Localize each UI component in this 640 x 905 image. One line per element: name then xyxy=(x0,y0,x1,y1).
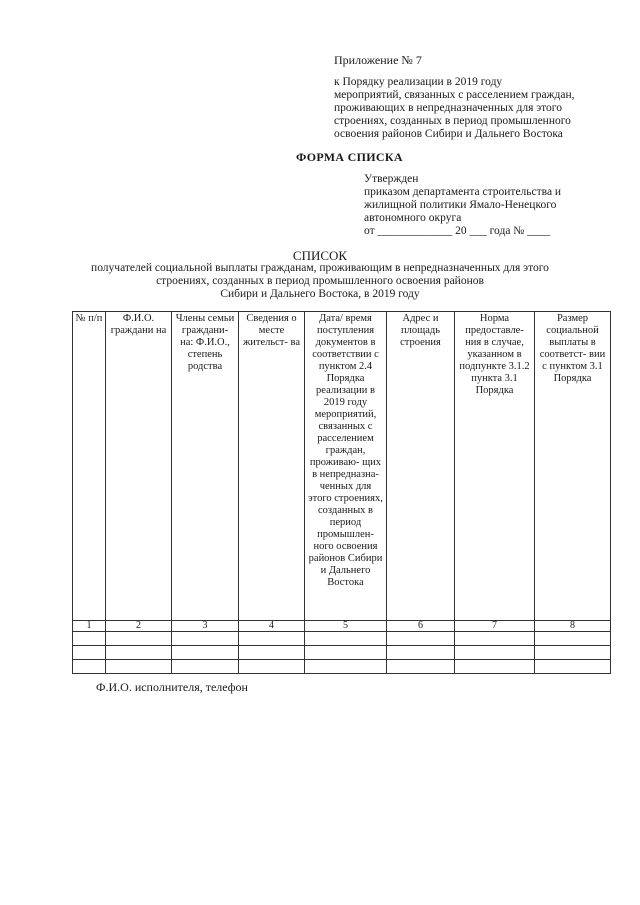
header-cell: Сведения о месте жительст- ва xyxy=(239,312,305,621)
column-number: 3 xyxy=(172,621,239,632)
appendix-line: освоения районов Сибири и Дальнего Востока xyxy=(334,128,563,140)
executor-line: Ф.И.О. исполнителя, телефон xyxy=(96,680,248,694)
column-number: 5 xyxy=(305,621,387,632)
header-cell: Ф.И.О. граждани на xyxy=(106,312,172,621)
table-cell xyxy=(172,632,239,646)
list-subtitle-line: Сибири и Дальнего Востока, в 2019 году xyxy=(220,288,420,300)
column-number: 4 xyxy=(239,621,305,632)
column-number: 7 xyxy=(455,621,535,632)
table-cell xyxy=(387,660,455,674)
table-cell xyxy=(239,632,305,646)
approval-line: автономного округа xyxy=(364,212,462,224)
approval-line: от _____________ 20 ___ года № ____ xyxy=(364,225,551,237)
table-cell xyxy=(106,646,172,660)
table-cell xyxy=(305,646,387,660)
table-cell xyxy=(73,660,106,674)
table-row xyxy=(73,660,611,674)
approval-line: приказом департамента строительства и xyxy=(364,186,562,198)
header-cell: Размер социальной выплаты в соответст- вии с пунктом 3.1 Порядка xyxy=(535,312,611,621)
table-cell xyxy=(387,646,455,660)
approval-line: Утвержден xyxy=(364,173,419,185)
table-cell xyxy=(305,660,387,674)
list-title: СПИСОК xyxy=(292,248,348,263)
table-cell xyxy=(455,660,535,674)
form-title: ФОРМА СПИСКА xyxy=(296,150,403,164)
table-cell xyxy=(106,632,172,646)
approval-block xyxy=(364,173,614,238)
header-cell: № п/п xyxy=(73,312,106,621)
column-number: 1 xyxy=(73,621,106,632)
column-number-row xyxy=(73,621,611,632)
appendix-title: Приложение № 7 xyxy=(334,53,422,67)
column-number: 6 xyxy=(387,621,455,632)
appendix-line: к Порядку реализации в 2019 году xyxy=(334,76,503,88)
table-cell xyxy=(73,646,106,660)
table-row xyxy=(73,632,611,646)
list-subtitle-line: получателей социальной выплаты гражданам, проживающим в непредназначенных для этого xyxy=(91,262,549,274)
table-header-row xyxy=(73,312,611,621)
header-cell: Адрес и площадь строения xyxy=(387,312,455,621)
table-cell xyxy=(455,632,535,646)
appendix-line: мероприятий, связанных с расселением граждан, xyxy=(334,89,575,101)
approval-line: жилищной политики Ямало-Ненецкого xyxy=(364,199,557,211)
list-subtitle-line: строениях, созданных в период промышленного освоения районов xyxy=(156,275,484,287)
header-cell: Члены семьи граждани- на: Ф.И.О., степень родства xyxy=(172,312,239,621)
appendix-line: строениях, созданных в период промышленного xyxy=(334,115,571,127)
appendix-description xyxy=(334,76,614,141)
table-cell xyxy=(535,632,611,646)
header-cell: Дата/ время поступления документов в соответствии с пунктом 2.4 Порядка реализации в 2019 году мероприятий, связанных с расселением граждан, проживаю- щих в непредназна- ченных для этого строениях, созданных в период промышлен- ного освоения районов Сибири и Дальнего Востока xyxy=(305,312,387,621)
table-cell xyxy=(172,646,239,660)
table-cell xyxy=(239,660,305,674)
table-cell xyxy=(387,632,455,646)
column-number: 8 xyxy=(535,621,611,632)
table-cell xyxy=(172,660,239,674)
header-cell: Норма предоставле- ния в случае, указанном в подпункте 3.1.2 пункта 3.1 Порядка xyxy=(455,312,535,621)
list-subtitle xyxy=(0,262,640,301)
recipients-table xyxy=(72,311,611,674)
column-number: 2 xyxy=(106,621,172,632)
table-cell xyxy=(106,660,172,674)
appendix-line: проживающих в непредназначенных для этого xyxy=(334,102,562,114)
table-cell xyxy=(535,646,611,660)
table-row xyxy=(73,646,611,660)
table-cell xyxy=(73,632,106,646)
table-cell xyxy=(305,632,387,646)
table-cell xyxy=(239,646,305,660)
table-cell xyxy=(535,660,611,674)
table-cell xyxy=(455,646,535,660)
